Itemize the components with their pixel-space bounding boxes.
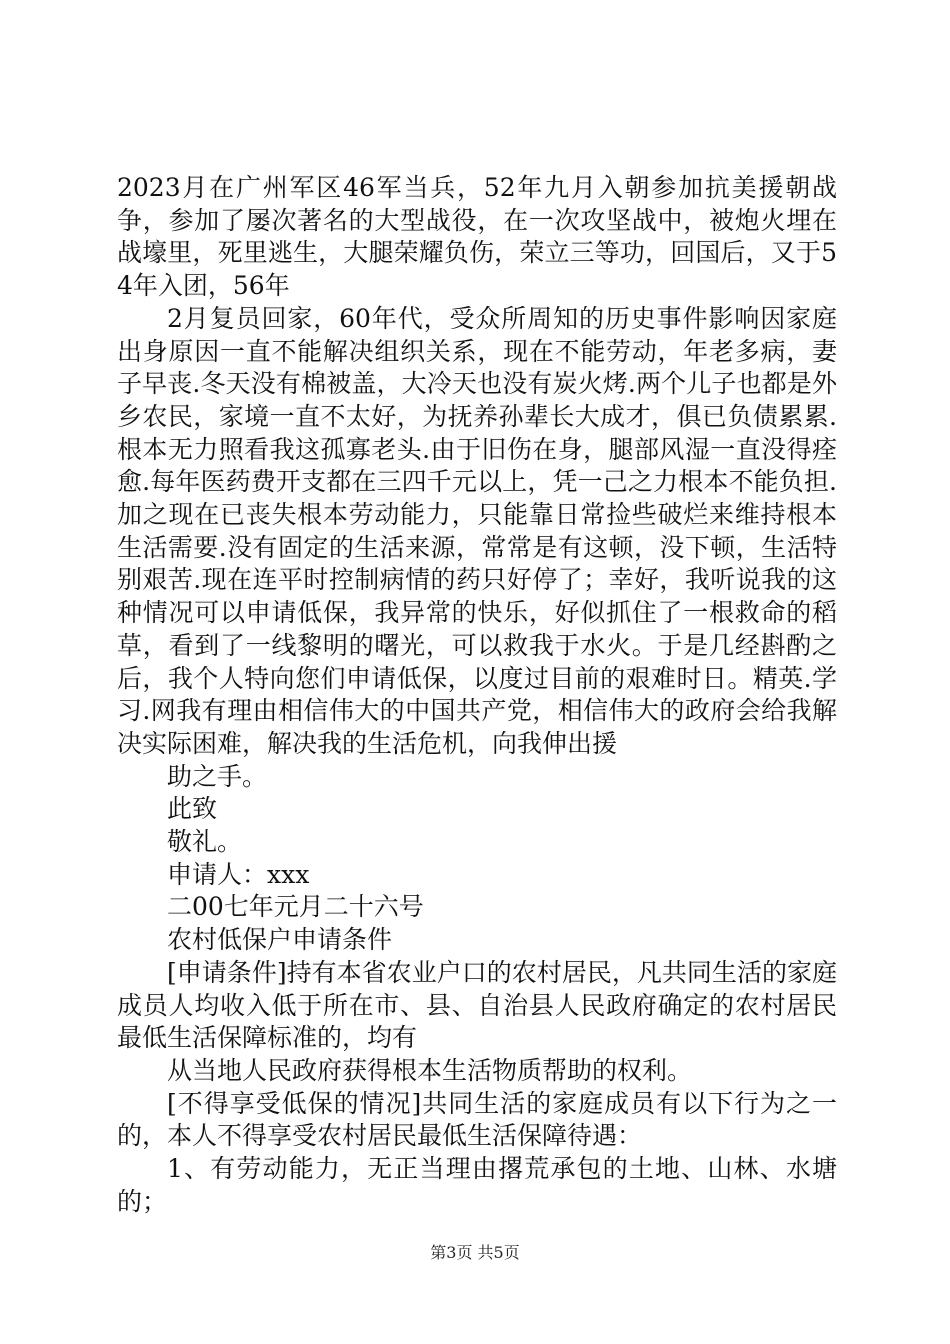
paragraph: 从当地人民政府获得根本生活物质帮助的权利。 (167, 1055, 693, 1085)
document-body (117, 172, 837, 1219)
paragraph: [不得享受低保的情况]共同生活的家庭成员有以下行为之一的，本人不得享受农村居民最低生活保障待遇： (117, 1088, 837, 1151)
list-item: 1、有劳动能力，无正当理由撂荒承包的土地、山林、水塘的； (117, 1154, 837, 1216)
paragraph: [申请条件]持有本省农业户口的农村居民，凡共同生活的家庭成员人均收入低于所在市、县、自治县人民政府确定的农村居民最低生活保障标准的，均有 (117, 957, 837, 1053)
applicant-line: 申请人：xxx (167, 859, 310, 889)
section-heading: 农村低保户申请条件 (167, 925, 393, 955)
paragraph: 2月复员回家，60年代，受众所周知的历史事件影响因家庭出身原因一直不能解决组织关系，现在不能劳动，年老多病，妻子早丧.冬天没有棉被盖，大冷天也没有炭火烤.两个儿子也都是外乡农民，家境一直不太好，为抚养孙辈长大成才，俱已负债累累.根本无力照看我这孤寡老头.由于旧伤在身，腿部风湿一直没得痊愈.每年医药费开支都在三四千元以上，凭一己之力根本不能负担.加之现在已丧失根本劳动能力，只能靠日常捡些破烂来维持根本生活需要.没有固定的生活来源，常常是有这顿，没下顿，生活特别艰苦.现在连平时控制病情的药只好停了；幸好，我听说我的这种情况可以申请低保，我异常的快乐，好似抓住了一根救命的稻草，看到了一线黎明的曙光，可以救我于水火。于是几经斟酌之后，我个人特向您们申请低保，以度过目前的艰难时日。精英.学习.网我有理由相信伟大的中国共产党，相信伟大的政府会给我解决实际困难，解决我的生活危机，向我伸出援 (117, 303, 837, 758)
paragraph: 2023月在广州军区46军当兵，52年九月入朝参加抗美援朝战争，参加了屡次著名的大型战役，在一次攻坚战中，被炮火埋在战壕里，死里逃生，大腿荣耀负伤，荣立三等功，回国后，又于54年入团，56年 (117, 173, 837, 301)
paragraph: 助之手。 (167, 761, 268, 791)
page-number-footer: 第3页 共5页 (430, 1243, 520, 1262)
paragraph-salutation: 此致 (167, 794, 218, 824)
date-line: 二00七年元月二十六号 (167, 892, 424, 922)
paragraph-regards: 敬礼。 (167, 827, 243, 857)
